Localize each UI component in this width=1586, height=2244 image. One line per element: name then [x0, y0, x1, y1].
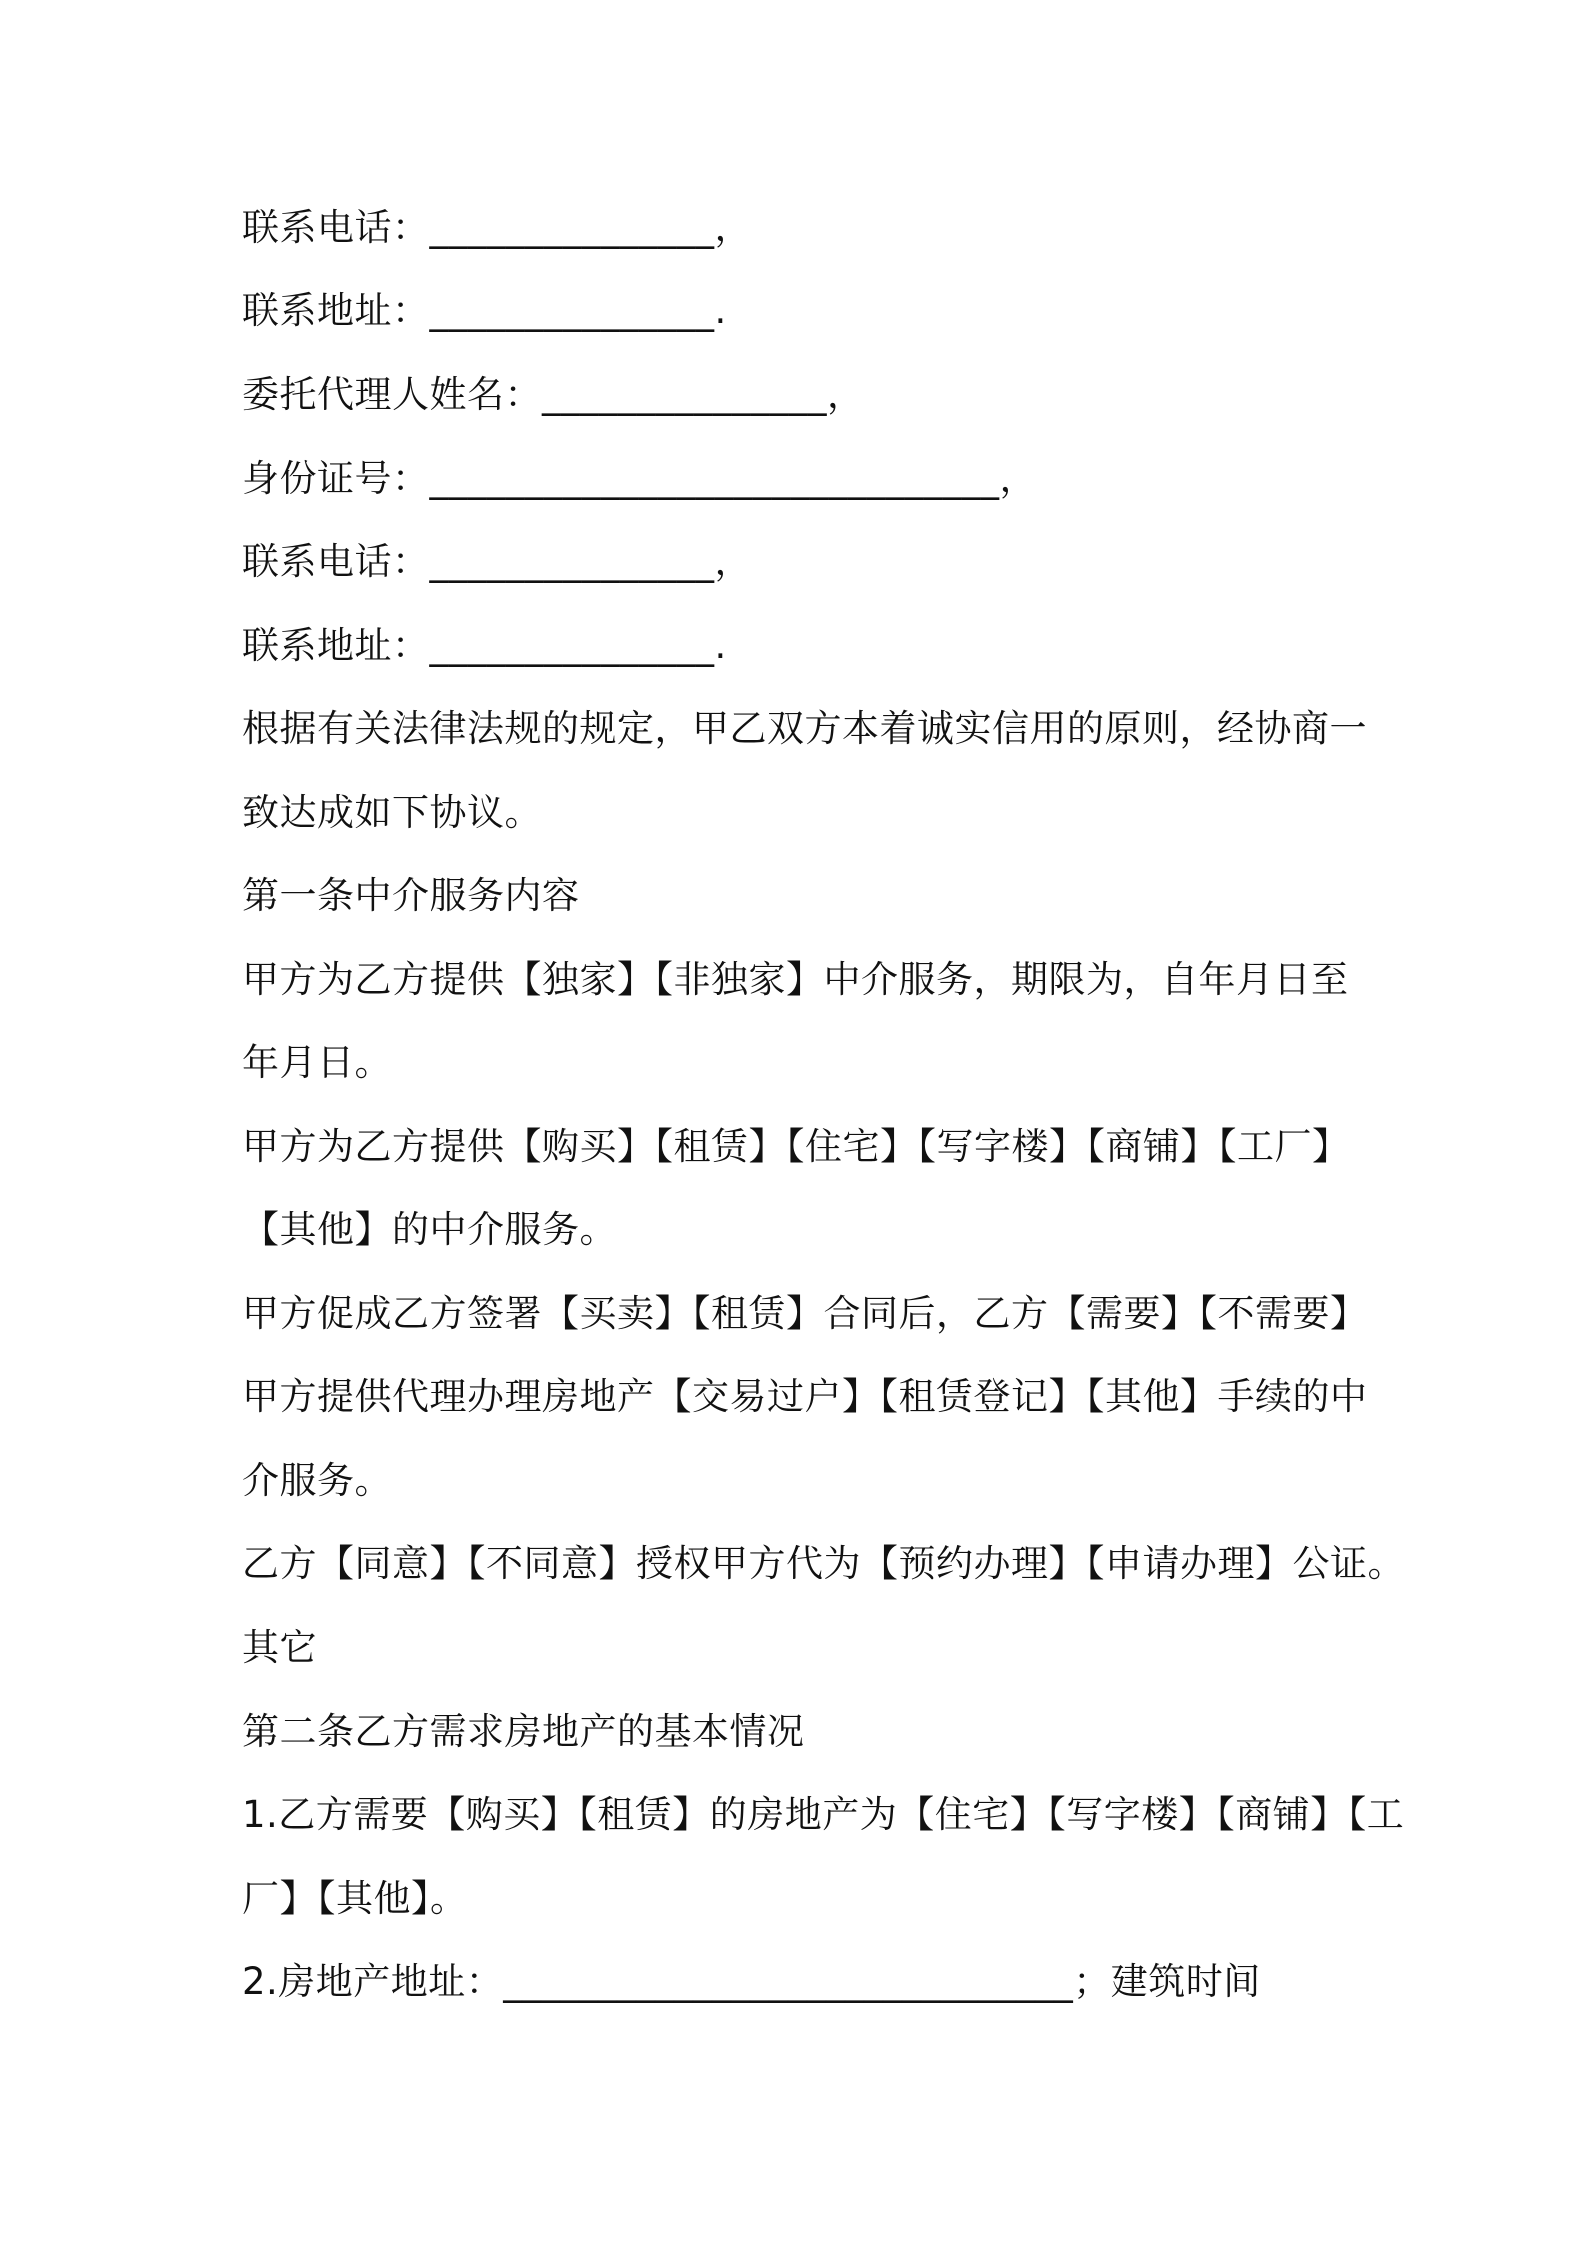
paragraph-line: 乙方【同意】【不同意】授权甲方代为【预约办理】【申请办理】公证。: [242, 1542, 1405, 1585]
paragraph-line: 介服务。: [242, 1459, 392, 1502]
section-heading: 第二条乙方需求房地产的基本情况: [242, 1710, 805, 1753]
property-address-line: 2.房地产地址：______________________________；建筑时间: [242, 1960, 1261, 2003]
paragraph-line: 甲方为乙方提供【购买】【租赁】【住宅】【写字楼】【商铺】【工厂】: [242, 1125, 1350, 1168]
paragraph-line: 1.乙方需要【购买】【租赁】的房地产为【住宅】【写字楼】【商铺】【工: [242, 1793, 1405, 1836]
paragraph-line: 年月日。: [242, 1041, 392, 1084]
paragraph-line: 根据有关法律法规的规定，甲乙双方本着诚实信用的原则，经协商一: [242, 707, 1367, 750]
id-number-line: 身份证号：______________________________，: [242, 457, 1037, 500]
agent-name-line: 委托代理人姓名：_______________，: [242, 373, 865, 416]
paragraph-line: 其它: [242, 1626, 317, 1669]
section-heading: 第一条中介服务内容: [242, 874, 580, 917]
contact-address-line-1: 联系地址：_______________.: [242, 289, 727, 332]
paragraph-line: 致达成如下协议。: [242, 791, 542, 834]
paragraph-line: 【其他】的中介服务。: [242, 1208, 617, 1251]
paragraph-line: 甲方为乙方提供【独家】【非独家】中介服务，期限为，自年月日至: [242, 958, 1349, 1001]
contact-phone-line-2: 联系电话：_______________，: [242, 540, 752, 583]
paragraph-line: 甲方提供代理办理房地产【交易过户】【租赁登记】【其他】手续的中: [242, 1375, 1368, 1418]
paragraph-line: 甲方促成乙方签署【买卖】【租赁】合同后，乙方【需要】【不需要】: [242, 1292, 1368, 1335]
contact-phone-line-1: 联系电话：_______________，: [242, 206, 752, 249]
paragraph-line: 厂】【其他】。: [242, 1877, 468, 1920]
contact-address-line-2: 联系地址：_______________.: [242, 624, 727, 667]
